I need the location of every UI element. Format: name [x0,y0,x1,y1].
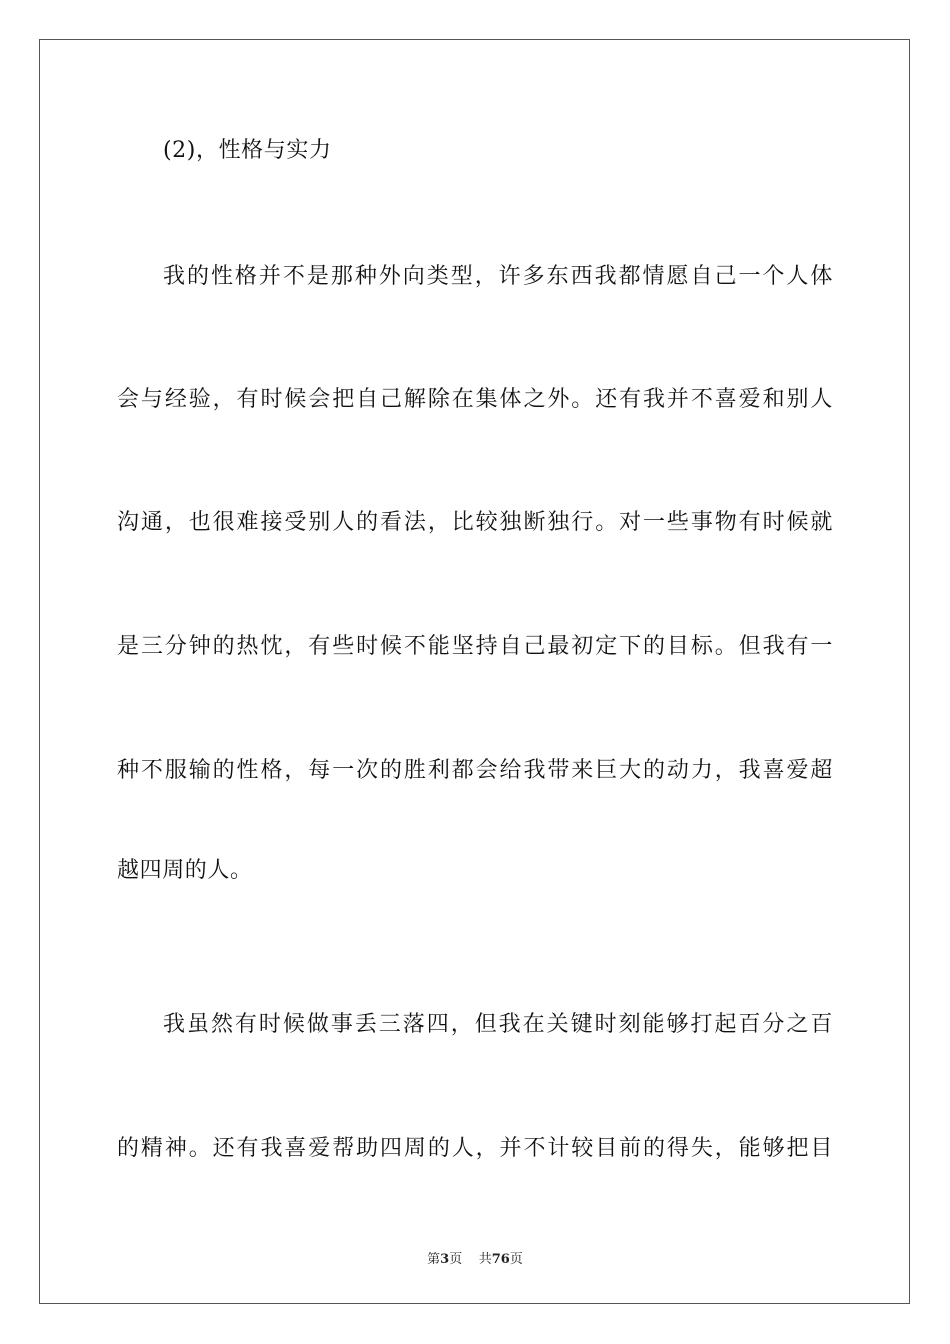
section-heading: (2)，性格与实力 [163,138,332,163]
paragraph-line: 会与经验，有时候会把自己解除在集体之外。还有我并不喜爱和别人 [117,387,833,412]
page-footer [0,1248,950,1267]
paragraph-line: 沟通，也很难接受别人的看法，比较独断独行。对一些事物有时候就 [117,510,833,535]
page-suffix: 页 [449,1252,463,1267]
paragraph-line: 我虽然有时候做事丢三落四，但我在关键时刻能够打起百分之百 [163,1012,833,1037]
total-suffix: 页 [509,1252,523,1267]
page-prefix: 第 [427,1252,441,1267]
total-pages: 76 [491,1252,510,1267]
paragraph-line: 我的性格并不是那种外向类型，许多东西我都情愿自己一个人体 [163,264,833,289]
page-number: 3 [440,1252,450,1267]
page-border [39,39,910,1304]
total-prefix: 共 [478,1252,492,1267]
paragraph-line: 种不服输的性格，每一次的胜利都会给我带来巨大的动力，我喜爱超 [117,758,833,783]
paragraph-line: 是三分钟的热忱，有些时候不能坚持自己最初定下的目标。但我有一 [117,634,833,659]
paragraph-line: 的精神。还有我喜爱帮助四周的人，并不计较目前的得失，能够把目 [117,1136,833,1161]
paragraph-line: 越四周的人。 [117,858,253,883]
